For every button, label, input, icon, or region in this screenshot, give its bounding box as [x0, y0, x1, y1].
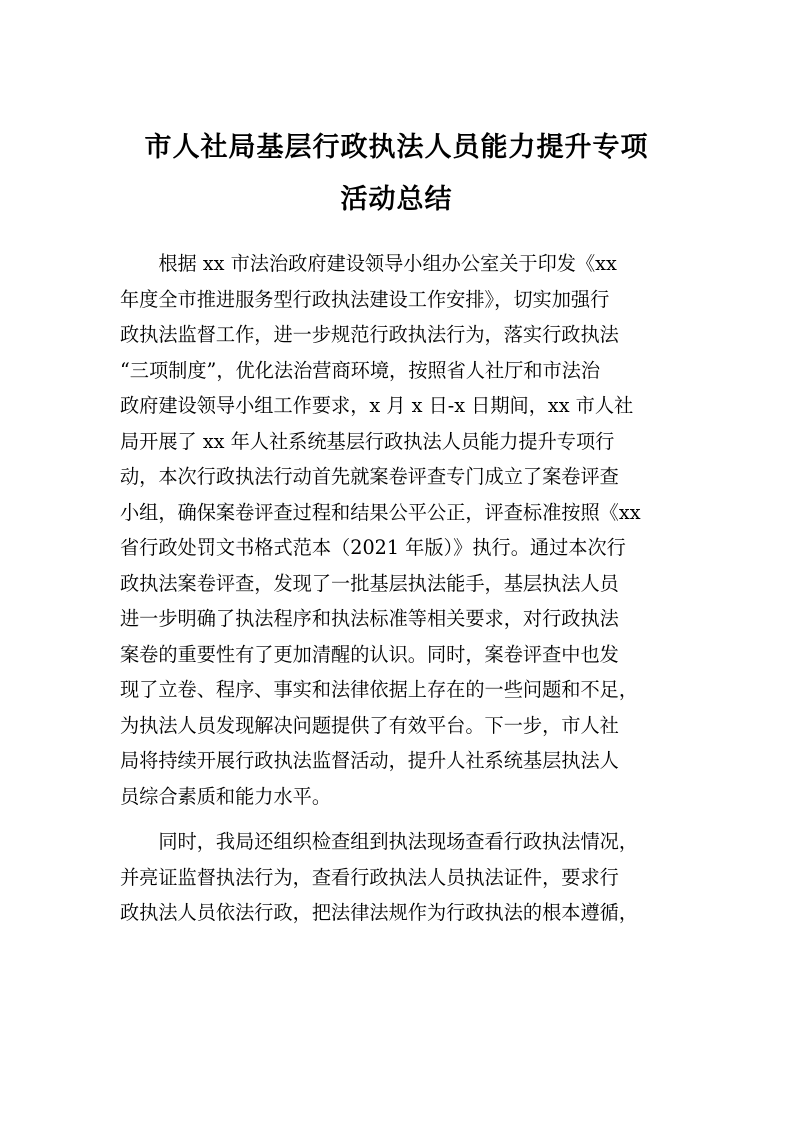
text-line: 小组，确保案卷评查过程和结果公平公正，评查标准按照《xx: [120, 500, 641, 524]
text-line: 为执法人员发现解决问题提供了有效平台。下一步，市人社: [120, 713, 619, 737]
text-line: “三项制度”，优化法治营商环境，按照省人社厅和市法治: [120, 358, 601, 382]
text-line: 省行政处罚文书格式范本（2021 年版）》执行。通过本次行: [120, 536, 626, 559]
text-line: 员综合素质和能力水平。: [120, 784, 332, 808]
text-line: 根据 xx 市法治政府建设领导小组办公室关于印发《xx: [120, 252, 617, 275]
title-line: 市人社局基层行政执法人员能力提升专项: [144, 132, 649, 163]
text-line: 同时，我局还组织检查组到执法现场查看行政执法情况，: [120, 830, 639, 853]
text-line: 动，本次行政执法行动首先就案卷评查专门成立了案卷评查: [120, 465, 619, 488]
paragraph-1: [120, 246, 680, 814]
title-line: 活动总结: [340, 184, 453, 215]
text-line: 政执法监督工作，进一步规范行政执法行为，落实行政执法: [120, 323, 619, 346]
text-line: 政府建设领导小组工作要求，x 月 x 日-x 日期间，xx 市人社: [120, 394, 634, 417]
text-line: 年度全市推进服务型行政执法建设工作安排》，切实加强行: [120, 287, 610, 311]
paragraph-2: [120, 824, 680, 931]
text-line: 并亮证监督执法行为，查看行政执法人员执法证件，要求行: [120, 865, 619, 889]
text-line: 案卷的重要性有了更加清醒的认识。同时，案卷评查中也发: [120, 642, 619, 666]
text-line: 局将持续开展行政执法监督活动，提升人社系统基层执法人: [120, 749, 619, 772]
document-body: [120, 246, 680, 931]
text-line: 局开展了 xx 年人社系统基层行政执法人员能力提升专项行: [120, 429, 615, 453]
text-line: 政执法案卷评查，发现了一批基层执法能手，基层执法人员: [120, 571, 619, 595]
text-line: 进一步明确了执法程序和执法标准等相关要求，对行政执法: [120, 607, 619, 630]
text-line: 现了立卷、程序、事实和法律依据上存在的一些问题和不足，: [120, 678, 639, 701]
document-title: [120, 122, 673, 226]
text-line: 政执法人员依法行政，把法律法规作为行政执法的根本遵循，: [120, 901, 639, 924]
